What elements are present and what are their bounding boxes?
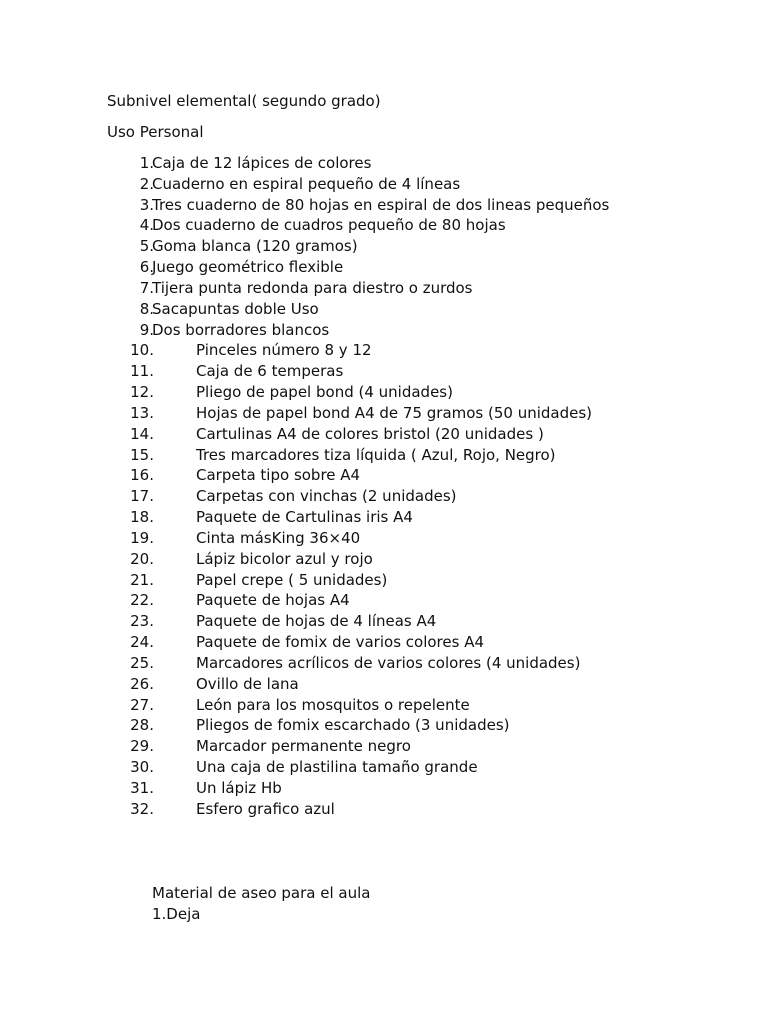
list-item-text: Dos borradores blancos <box>152 320 330 339</box>
list-item-text: Pliegos de fomix escarchado (3 unidades) <box>196 716 510 735</box>
list-item-text: Juego geométrico flexible <box>152 258 344 277</box>
list-item-text: Cuaderno en espiral pequeño de 4 líneas <box>152 174 461 193</box>
list-item-number: 2. <box>139 174 154 193</box>
list-item-number: 25. <box>130 653 154 672</box>
list-item-text: Caja de 6 temperas <box>196 362 344 381</box>
list-item-text: Paquete de hojas A4 <box>196 591 350 610</box>
list-item-number: 16. <box>130 466 154 485</box>
list-item-number: 4. <box>139 216 154 235</box>
list-item-number: 18. <box>130 508 154 527</box>
list-item-number: 5. <box>139 237 154 256</box>
list-item-text: Cartulinas A4 de colores bristol (20 unidades ) <box>196 424 544 443</box>
list-item-text: Caja de 12 lápices de colores <box>152 154 372 172</box>
section-heading-uso-personal: Uso Personal <box>107 123 204 141</box>
list-item-number: 12. <box>130 383 154 402</box>
list-item-number: 6. <box>139 258 154 277</box>
list-item-text: Esfero grafico azul <box>196 799 335 818</box>
list-item-number: 17. <box>130 487 154 506</box>
list-item-number: 1. <box>139 154 154 172</box>
cleaning-section-first-line: 1.Deja <box>152 905 201 923</box>
list-item-text: Paquete de hojas de 4 líneas A4 <box>196 612 437 631</box>
list-item-text: Marcador permanente negro <box>196 737 411 756</box>
list-item-number: 9. <box>139 320 154 339</box>
list-item-number: 21. <box>130 570 154 589</box>
list-item-number: 19. <box>130 528 154 547</box>
list-item-number: 24. <box>130 633 154 652</box>
list-item-text: Sacapuntas doble Uso <box>152 299 319 318</box>
list-item-text: León para los mosquitos o repelente <box>196 695 470 714</box>
list-item-text: Pinceles número 8 y 12 <box>196 341 372 360</box>
list-item-number: 10. <box>130 341 154 360</box>
list-item-number: 28. <box>130 716 154 735</box>
list-item-text: Paquete de fomix de varios colores A4 <box>196 633 485 652</box>
list-item-number: 32. <box>130 799 154 818</box>
list-item-text: Un lápiz Hb <box>196 778 282 797</box>
list-item-number: 22. <box>130 591 154 610</box>
list-item-number: 31. <box>130 778 154 797</box>
list-item-text: Cinta másKing 36×40 <box>196 528 361 547</box>
list-item-text: Una caja de plastilina tamaño grande <box>196 758 478 777</box>
list-item-text: Carpetas con vinchas (2 unidades) <box>196 487 457 506</box>
list-item-number: 8. <box>139 299 154 318</box>
list-item-text: Goma blanca (120 gramos) <box>152 237 358 256</box>
list-item-number: 14. <box>130 424 154 443</box>
list-item-text: Papel crepe ( 5 unidades) <box>196 570 388 589</box>
list-item-text: Lápiz bicolor azul y rojo <box>196 549 373 568</box>
list-item-text: Paquete de Cartulinas iris A4 <box>196 508 413 527</box>
document-title: Subnivel elemental( segundo grado) <box>107 92 381 110</box>
list-item-number: 11. <box>130 362 154 381</box>
list-item-number: 29. <box>130 737 154 756</box>
list-item-number: 20. <box>130 549 154 568</box>
list-item-number: 30. <box>130 758 154 777</box>
list-item-number: 15. <box>130 445 154 464</box>
list-item-text: Tijera punta redonda para diestro o zurdos <box>152 278 473 297</box>
list-item-text: Hojas de papel bond A4 de 75 gramos (50 unidades) <box>196 403 593 422</box>
cleaning-section <box>152 883 370 925</box>
list-item-number: 26. <box>130 674 154 693</box>
list-item-text: Tres cuaderno de 80 hojas en espiral de dos lineas pequeños <box>152 195 610 214</box>
list-item-text: Ovillo de lana <box>196 674 299 693</box>
list-item-text: Dos cuaderno de cuadros pequeño de 80 hojas <box>152 216 506 235</box>
list-item-text: Tres marcadores tiza líquida ( Azul, Rojo, Negro) <box>196 445 556 464</box>
cleaning-section-title: Material de aseo para el aula <box>152 884 371 902</box>
list-item-number: 7. <box>139 278 154 297</box>
list-item-number: 3. <box>139 195 154 214</box>
list-item-number: 27. <box>130 695 154 714</box>
list-item-text: Marcadores acrílicos de varios colores (4 unidades) <box>196 653 581 672</box>
list-item-text: Carpeta tipo sobre A4 <box>196 466 361 485</box>
list-item-number: 23. <box>130 612 154 631</box>
list-item-number: 13. <box>130 403 154 422</box>
list-item-text: Pliego de papel bond (4 unidades) <box>196 383 453 402</box>
